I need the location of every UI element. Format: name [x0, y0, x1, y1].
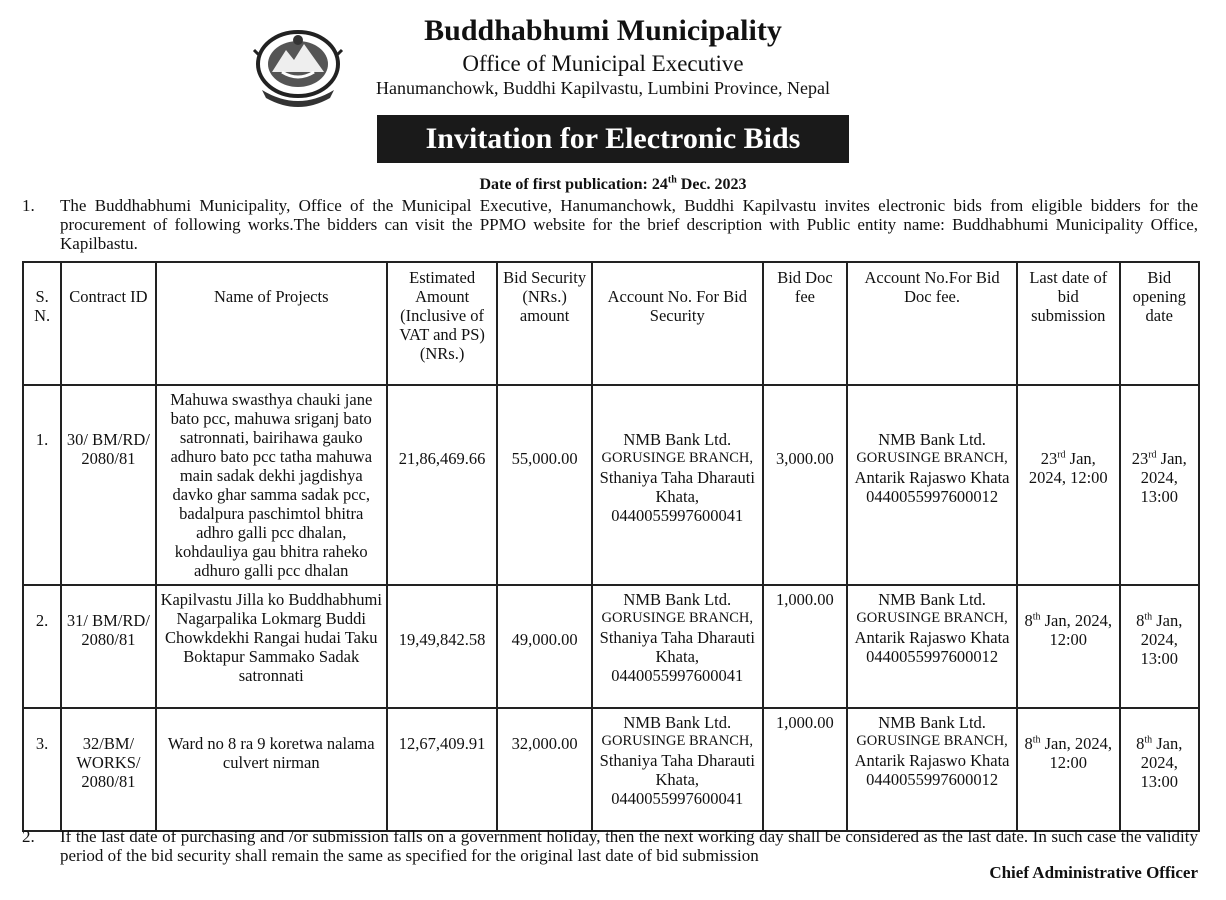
bank-name: NMB Bank Ltd. [623, 590, 732, 609]
account-name: Antarik Rajaswo Khata [854, 628, 1010, 647]
row-opening-date [1120, 708, 1199, 831]
header-bid-doc-fee: Bid Doc fee [763, 262, 847, 385]
date-day: 23 [1040, 449, 1058, 468]
signatory-title: Chief Administrative Officer [989, 863, 1198, 882]
account-name: Sthaniya Taha Dharauti Khata, [599, 628, 755, 666]
bids-table [22, 261, 1200, 832]
date-suffix: th [1144, 611, 1153, 623]
header-project-name: Name of Projects [156, 262, 387, 385]
date-rest: Jan, 2024, 13:00 [1140, 611, 1183, 668]
row-estimated-amount: 12,67,409.91 [387, 708, 498, 831]
bank-branch: GORUSINGE BRANCH, [856, 450, 1008, 466]
paragraph-1-text: The Buddhabhumi Municipality, Office of the Municipal Executive, Hanumanchowk, Buddhi Kapilvastu invites electronic bids from eligible bidders for the procurement of following works.The bidders can visit the PPMO website for the brief description with Public entity name: Buddhabhumi Municipality Office, Kapilbastu. [60, 196, 1198, 253]
row-opening-date [1120, 385, 1199, 585]
paragraph-2-number: 2. [22, 827, 35, 846]
header-sn: S. N. [23, 262, 61, 385]
office-name: Office of Municipal Executive [462, 51, 744, 76]
row-sn: 1. [23, 385, 61, 585]
row-bid-security: 32,000.00 [497, 708, 591, 831]
account-name: Sthaniya Taha Dharauti Khata, [599, 468, 755, 506]
date-day: 23 [1131, 449, 1149, 468]
row-bid-doc-fee: 3,000.00 [763, 385, 847, 585]
publication-date [0, 176, 1226, 194]
bank-name: NMB Bank Ltd. [878, 713, 986, 732]
date-day: 8 [1136, 734, 1145, 753]
date-day: 8 [1024, 734, 1033, 753]
row-contract-id: 32/BM/ WORKS/ 2080/81 [61, 708, 155, 831]
row-account-bid-doc-fee [847, 385, 1017, 585]
bank-name: NMB Bank Ltd. [878, 430, 986, 449]
header-opening-date: Bid opening date [1120, 262, 1199, 385]
row-account-bid-doc-fee [847, 585, 1017, 708]
date-suffix: th [1032, 734, 1041, 746]
account-number: 0440055997600012 [866, 487, 999, 506]
bank-branch: GORUSINGE BRANCH, [856, 610, 1008, 626]
account-number: 0440055997600041 [611, 506, 744, 525]
account-number: 0440055997600012 [866, 647, 999, 666]
row-bid-security: 49,000.00 [497, 585, 591, 708]
account-name: Antarik Rajaswo Khata [854, 751, 1010, 770]
date-suffix: rd [1148, 449, 1157, 461]
date-suffix: rd [1057, 449, 1066, 461]
row-account-bid-security [592, 385, 763, 585]
account-number: 0440055997600041 [611, 789, 744, 808]
bank-branch: GORUSINGE BRANCH, [601, 610, 754, 626]
row-sn: 2. [23, 585, 61, 708]
row-estimated-amount: 19,49,842.58 [387, 585, 498, 708]
row-bid-doc-fee: 1,000.00 [763, 708, 847, 831]
row-project-name: Mahuwa swasthya chauki jane bato pcc, mahuwa sriganj bato satronnati, bairihawa gauko adhuro bato pcc tatha mahuwa main sadak dekhi jagdishya davko ghar samma sadak pcc, badalpura paschimtol bhitra adhro galli pcc dhalan, kohdauliya gau bhitra raheko adhuro galli pcc dhalan [156, 385, 387, 585]
date-rest: Jan, 2024, 13:00 [1140, 449, 1187, 506]
row-account-bid-doc-fee [847, 708, 1017, 831]
organization-name: Buddhabhumi Municipality [424, 14, 782, 47]
date-day: 8 [1136, 611, 1145, 630]
bank-branch: GORUSINGE BRANCH, [601, 733, 754, 749]
date-rest: Jan, 2024, 12:00 [1040, 611, 1113, 649]
row-project-name: Ward no 8 ra 9 koretwa nalama culvert nirman [156, 708, 387, 831]
row-project-name: Kapilvastu Jilla ko Buddhabhumi Nagarpalika Lokmarg Buddi Chowkdekhi Rangai hudai Taku Boktapur Sammako Sadak satronnati [156, 585, 387, 708]
row-opening-date [1120, 585, 1199, 708]
row-account-bid-security [592, 708, 763, 831]
publication-date-rest: Dec. 2023 [676, 176, 747, 193]
header-contract-id: Contract ID [61, 262, 155, 385]
header-bid-security: Bid Security (NRs.) amount [497, 262, 591, 385]
date-rest: Jan, 2024, 12:00 [1028, 449, 1108, 487]
date-day: 8 [1024, 611, 1033, 630]
header-last-date: Last date of bid submission [1017, 262, 1120, 385]
office-address: Hanumanchowk, Buddhi Kapilvastu, Lumbini Province, Nepal [376, 78, 830, 98]
row-last-date [1017, 585, 1120, 708]
account-name: Antarik Rajaswo Khata [854, 468, 1010, 487]
date-rest: Jan, 2024, 12:00 [1040, 734, 1113, 772]
publication-date-label: Date of first publication: 24 [479, 176, 668, 193]
bank-name: NMB Bank Ltd. [623, 713, 732, 732]
row-last-date [1017, 708, 1120, 831]
bank-branch: GORUSINGE BRANCH, [601, 450, 754, 466]
row-bid-security: 55,000.00 [497, 385, 591, 585]
row-contract-id: 31/ BM/RD/ 2080/81 [61, 585, 155, 708]
table-row [23, 708, 1199, 831]
account-number: 0440055997600041 [611, 666, 744, 685]
row-last-date [1017, 385, 1120, 585]
date-suffix: th [1032, 611, 1041, 623]
account-name: Sthaniya Taha Dharauti Khata, [599, 751, 755, 789]
bank-name: NMB Bank Ltd. [623, 430, 732, 449]
paragraph-1-number: 1. [22, 196, 35, 215]
row-bid-doc-fee: 1,000.00 [763, 585, 847, 708]
publication-date-suffix: th [667, 174, 677, 186]
header-estimated-amount: Estimated Amount (Inclusive of VAT and PS) (NRs.) [387, 262, 498, 385]
notice-title-banner: Invitation for Electronic Bids [377, 115, 849, 163]
date-suffix: th [1144, 734, 1153, 746]
row-estimated-amount: 21,86,469.66 [387, 385, 498, 585]
header-account-bid-security: Account No. For Bid Security [592, 262, 763, 385]
bank-branch: GORUSINGE BRANCH, [856, 733, 1008, 749]
row-sn: 3. [23, 708, 61, 831]
header-account-bid-doc-fee: Account No.For Bid Doc fee. [847, 262, 1017, 385]
table-row [23, 385, 1199, 585]
paragraph-2-text: If the last date of purchasing and /or submission falls on a government holiday, then the next working day shall be considered as the last date. In such case the validity period of the bid security shall remain the same as specified for the original last date of bid submission [60, 827, 1198, 865]
date-rest: Jan, 2024, 13:00 [1140, 734, 1183, 791]
table-header-row [23, 262, 1199, 385]
row-contract-id: 30/ BM/RD/ 2080/81 [61, 385, 155, 585]
bank-name: NMB Bank Ltd. [878, 590, 986, 609]
table-row [23, 585, 1199, 708]
row-account-bid-security [592, 585, 763, 708]
account-number: 0440055997600012 [866, 770, 999, 789]
